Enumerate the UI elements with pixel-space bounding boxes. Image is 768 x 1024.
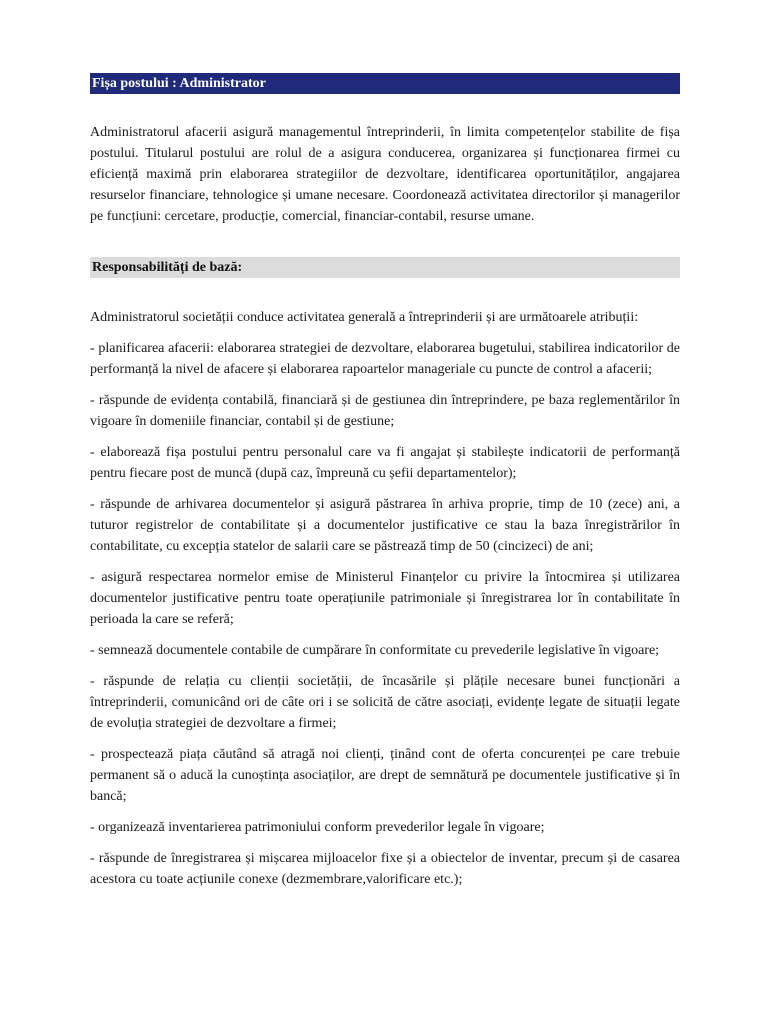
list-item: - planificarea afacerii: elaborarea strategiei de dezvoltare, elaborarea bugetului, stabilirea indicatorilor de performanță la nivel de afacere și elaborarea rapoartelor manageriale cu puncte de control a afacerii; <box>90 341 680 377</box>
lead-paragraph: Administratorul societății conduce activitatea generală a întreprinderii și are următoarele atribuții: <box>90 310 639 325</box>
list-item: - elaborează fișa postului pentru personalul care va fi angajat și stabilește indicatorii de performanță pentru fiecare post de muncă (după caz, împreună cu șefii departamentelor); <box>90 445 680 481</box>
list-item: - semnează documentele contabile de cumpărare în conformitate cu prevederile legislative în vigoare; <box>90 643 660 658</box>
list-item: - răspunde de relația cu clienții societății, de încasările și plățile necesare bunei funcționări a întreprinderii, comunicând ori de câte ori i se solicită de către asociați, evidențe legate de situații legate de evoluția strategiei de dezvoltare a firmei; <box>90 674 680 731</box>
list-item: - organizează inventarierea patrimoniului conform prevederilor legale în vigoare; <box>90 820 545 835</box>
list-item: - răspunde de evidența contabilă, financiară și de gestiunea din întreprindere, pe baza reglementărilor în vigoare în domeniile financiar, contabil și de gestiune; <box>90 393 680 429</box>
list-item: - răspunde de arhivarea documentelor și asigură păstrarea în arhiva proprie, timp de 10 (zece) ani, a tuturor registrelor de contabilitate și a documentelor justificative ce stau la baza înregistrărilor în contabilitate, cu excepția statelor de salarii care se păstrează timp de 50 (cincizeci) de ani; <box>90 497 680 554</box>
list-item: - asigură respectarea normelor emise de Ministerul Finanțelor cu privire la întocmirea și utilizarea documentelor justificative pentru toate operațiunile patrimoniale și înregistrarea lor în contabilitate în perioada la care se referă; <box>90 570 680 627</box>
list-item: - prospectează piața căutând să atragă noi clienți, ținând cont de oferta concurenței pe care trebuie permanent să o aducă la cunoștința asociaților, are drept de semnătură pe documentele justificative și în bancă; <box>90 747 680 804</box>
intro-paragraph: Administratorul afacerii asigură managementul întreprinderii, în limita competențelor stabilite de fișa postului. Titularul postului are rolul de a asigura conducerea, organizarea și funcționarea firmei cu eficiență maximă prin elaborarea strategiilor de dezvoltare, identificarea oportunităților, angajarea resurselor financiare, tehnologice și umane necesare. Coordonează activitatea directorilor și managerilor pe funcțiuni: cercetare, producție, comercial, financiar-contabil, resurse umane. <box>90 125 680 224</box>
section-heading: Responsabilități de bază: <box>90 257 680 278</box>
list-item: - răspunde de înregistrarea și mișcarea mijloacelor fixe și a obiectelor de inventar, precum și de casarea acestora cu toate acțiunile conexe (dezmembrare,valorificare etc.); <box>90 851 680 887</box>
document-title: Fișa postului : Administrator <box>90 73 680 94</box>
responsibilities-list <box>90 307 680 900</box>
